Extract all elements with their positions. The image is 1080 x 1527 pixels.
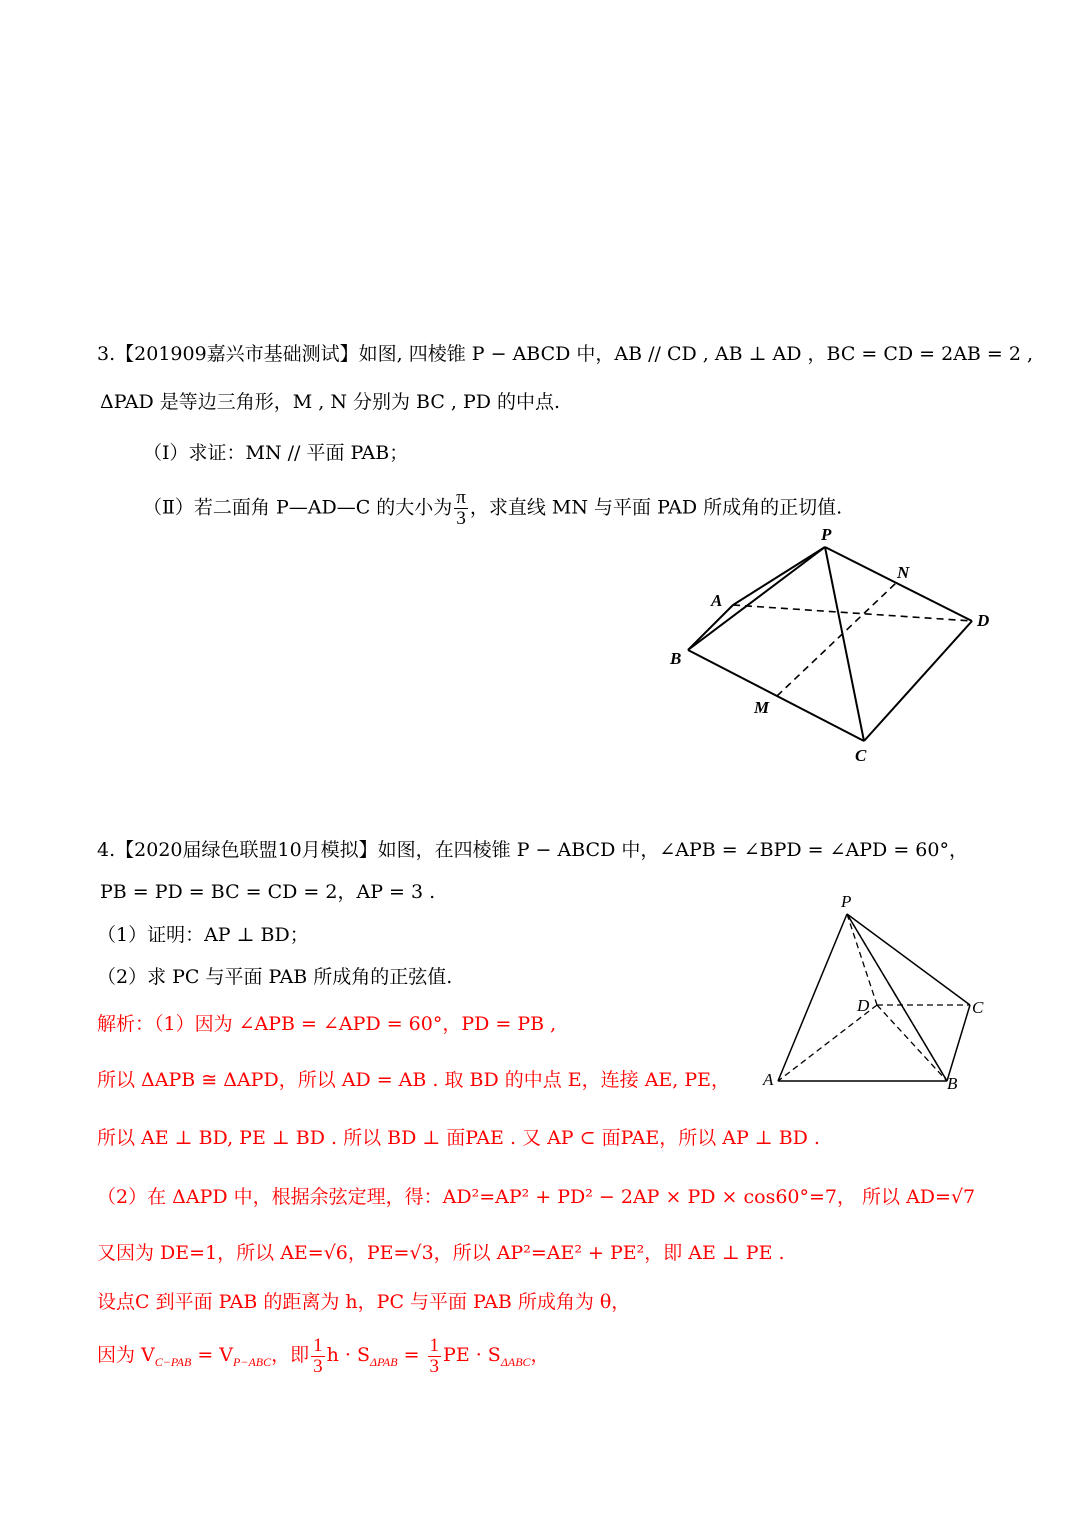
text-segment: PE · S [443, 1344, 501, 1366]
vertex-label-c: C [855, 746, 867, 765]
subscript: P−ABC [233, 1354, 272, 1369]
vertex-label-b: B [670, 649, 682, 668]
text-segment: ，即 [271, 1344, 310, 1366]
vertex-label-c: C [972, 998, 984, 1017]
solution-line-1: 解析：（1）因为 ∠APB = ∠APD = 60°，PD = PB , [97, 1013, 557, 1035]
point-label-n: N [897, 563, 910, 582]
solution-line-2: 所以 ΔAPB ≅ ΔAPD，所以 AD = AB . 取 BD 的中点 E，连接 AE, PE， [97, 1069, 731, 1091]
part-2-text-before: （Ⅱ）若二面角 P—AD—C 的大小为 [143, 496, 453, 519]
solution-line-4: （2）在 ΔAPD 中，根据余弦定理，得：AD²=AP² + PD² − 2AP × PD × cos60°=7， 所以 AD=√7 [97, 1186, 976, 1208]
problem-4-statement-line-1 [97, 838, 968, 862]
fraction-denominator: 3 [429, 1355, 440, 1377]
text-segment: ， [530, 1344, 550, 1366]
pyramid-figure-problem-4 [750, 885, 1000, 1095]
solution-line-7 [97, 1333, 550, 1384]
text-segment: = [397, 1344, 426, 1366]
problem-3-part-1: （Ⅰ）求证：MN // 平面 PAB； [143, 442, 409, 464]
text-segment: = V [191, 1344, 234, 1366]
text-segment: h · S [326, 1344, 371, 1366]
point-label-m: M [754, 698, 770, 717]
one-third-fraction [311, 1336, 325, 1377]
fraction-numerator: 1 [429, 1334, 440, 1356]
vertex-label-b: B [947, 1074, 958, 1093]
text-segment: 因为 V [97, 1344, 155, 1366]
problem-source: 【201909嘉兴市基础测试】 [115, 343, 359, 365]
subscript: C−PAB [154, 1354, 192, 1369]
problem-number: 3. [97, 343, 116, 365]
vertex-label-d: D [977, 611, 990, 630]
solution-line-6: 设点C 到平面 PAB 的距离为 h，PC 与平面 PAB 所成角为 θ， [97, 1291, 631, 1313]
vertex-label-p: P [821, 525, 832, 544]
vertex-label-a: A [711, 591, 723, 610]
subscript: ΔPAB [370, 1354, 398, 1369]
solution-line-5: 又因为 DE=1，所以 AE=√6，PE=√3，所以 AP²=AE² + PE²，即 AE ⊥ PE . [97, 1242, 785, 1264]
vertex-label-a: A [763, 1070, 774, 1089]
fraction-denominator: 3 [313, 1355, 323, 1377]
problem-4-part-2: （2）求 PC 与平面 PAB 所成角的正弦值. [97, 966, 453, 988]
subscript: ΔABC [500, 1354, 531, 1369]
one-third-fraction [428, 1336, 442, 1377]
problem-4-part-1: （1）证明：AP ⊥ BD； [97, 924, 309, 946]
pi-over-3-fraction [454, 488, 468, 529]
problem-text: 如图, 四棱锥 P − ABCD 中，AB // CD , AB ⊥ AD ，BC = CD = 2AB = 2 , [358, 343, 1034, 365]
problem-text: 如图，在四棱锥 P − ABCD 中，∠APB = ∠BPD = ∠APD = 60°， [377, 839, 968, 861]
problem-3-statement-line-1 [97, 342, 1033, 366]
vertex-label-d: D [857, 996, 870, 1015]
vertex-label-p: P [841, 892, 852, 911]
fraction-denominator: 3 [456, 508, 466, 529]
problem-number: 4. [97, 839, 116, 861]
problem-source: 【2020届绿色联盟10月模拟】 [115, 839, 378, 861]
solution-line-3: 所以 AE ⊥ BD, PE ⊥ BD . 所以 BD ⊥ 面PAE . 又 AP ⊂ 面PAE，所以 AP ⊥ BD . [97, 1127, 820, 1149]
problem-4-statement-line-2: PB = PD = BC = CD = 2，AP = 3 . [100, 881, 436, 903]
pyramid-figure-problem-3 [660, 520, 1000, 770]
part-2-text-after: ，求直线 MN 与平面 PAD 所成角的正切值. [469, 496, 843, 519]
fraction-numerator: π [456, 487, 466, 508]
fraction-numerator: 1 [313, 1334, 323, 1356]
problem-3-statement-line-2: ΔPAD 是等边三角形，M , N 分别为 BC , PD 的中点. [100, 391, 561, 413]
